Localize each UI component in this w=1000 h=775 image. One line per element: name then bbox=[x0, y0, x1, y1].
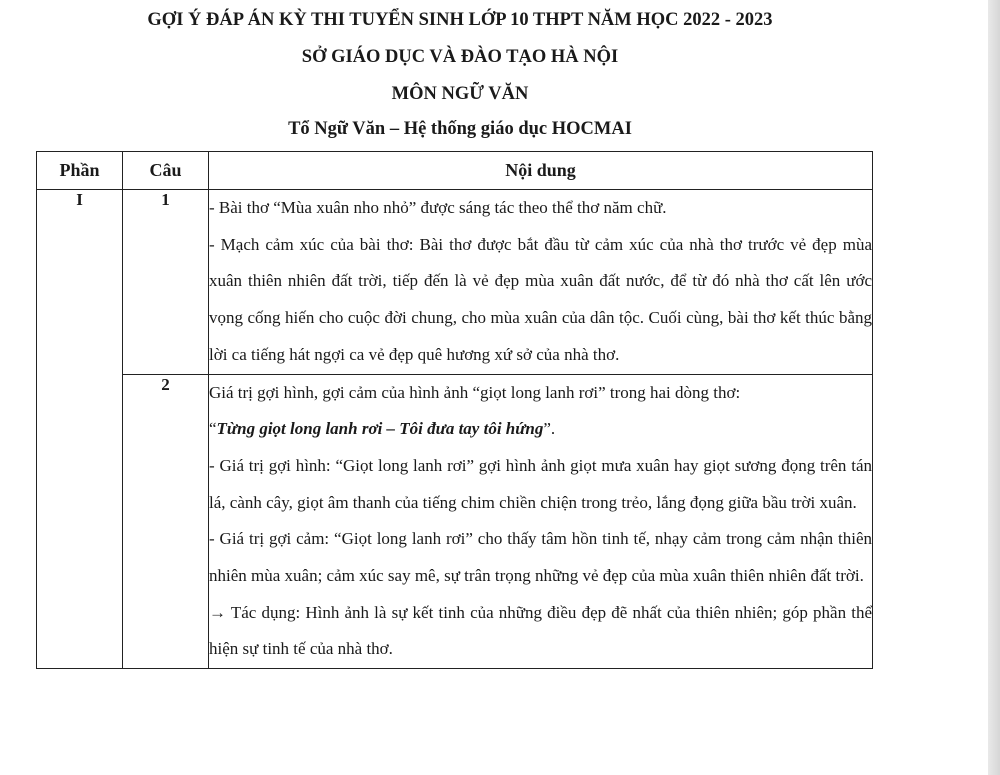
column-header-noi-dung: Nội dung bbox=[209, 152, 873, 190]
cell-phan: I bbox=[37, 190, 123, 669]
answer-table bbox=[36, 151, 873, 669]
content-paragraph: Giá trị gợi hình, gợi cảm của hình ảnh “giọt long lanh rơi” trong hai dòng thơ: bbox=[209, 382, 741, 402]
content-paragraph: - Mạch cảm xúc của bài thơ: Bài thơ được bắt đầu từ cảm xúc của nhà thơ trước vẻ đẹp mùa xuân thiên nhiên đất trời, tiếp đến là vẻ đẹp mùa xuân đất nước, để từ đó nhà thơ cất lên ước vọng cống hiến cho cuộc đời chung, cho mùa xuân của dân tộc. Cuối cùng, bài thơ kết thúc bằng lời ca tiếng hát ngợi ca vẻ đẹp quê hương xứ sở của nhà thơ. bbox=[209, 234, 872, 364]
column-header-cau: Câu bbox=[123, 152, 209, 190]
content-paragraph: - Giá trị gợi hình: “Giọt long lanh rơi” gợi hình ảnh giọt mưa xuân hay giọt sương đọng trên tán lá, cành cây, giọt âm thanh của tiếng chim chiền chiện trong trẻo, lắng đọng giữa bầu trời xuân. bbox=[209, 455, 872, 512]
cell-cau: 1 bbox=[123, 190, 209, 375]
header-title: GỢI Ý ĐÁP ÁN KỲ THI TUYỂN SINH LỚP 10 THPT NĂM HỌC 2022 - 2023 bbox=[147, 10, 773, 30]
column-header-phan: Phần bbox=[37, 152, 123, 190]
content-paragraph: → Tác dụng: Hình ảnh là sự kết tinh của những điều đẹp đẽ nhất của thiên nhiên; góp phần thể hiện sự tinh tế của nhà thơ. bbox=[209, 602, 872, 659]
content-paragraph: - Giá trị gợi cảm: “Giọt long lanh rơi” cho thấy tâm hồn tinh tế, nhạy cảm trong cảm nhận thiên nhiên mùa xuân; cảm xúc say mê, sự trân trọng những vẻ đẹp của mùa xuân thiên nhiên đất trời. bbox=[209, 529, 872, 586]
cell-content bbox=[209, 374, 873, 669]
poem-quote: Từng giọt long lanh rơi – Tôi đưa tay tôi hứng bbox=[216, 419, 544, 439]
table-header-row bbox=[37, 152, 873, 190]
header-author: Tổ Ngữ Văn – Hệ thống giáo dục HOCMAI bbox=[288, 119, 632, 139]
table-row bbox=[37, 374, 873, 669]
quote-open: “ bbox=[209, 419, 217, 439]
cell-cau: 2 bbox=[123, 374, 209, 669]
page-edge bbox=[988, 0, 1000, 775]
quote-close: ”. bbox=[543, 419, 556, 439]
cell-content bbox=[209, 190, 873, 375]
header-department: SỞ GIÁO DỤC VÀ ĐÀO TẠO HÀ NỘI bbox=[301, 47, 619, 67]
header-subject: MÔN NGỮ VĂN bbox=[391, 84, 529, 104]
content-paragraph: - Bài thơ “Mùa xuân nho nhỏ” được sáng tác theo thể thơ năm chữ. bbox=[209, 198, 667, 217]
quote-line bbox=[209, 411, 872, 448]
table-row bbox=[37, 190, 873, 375]
